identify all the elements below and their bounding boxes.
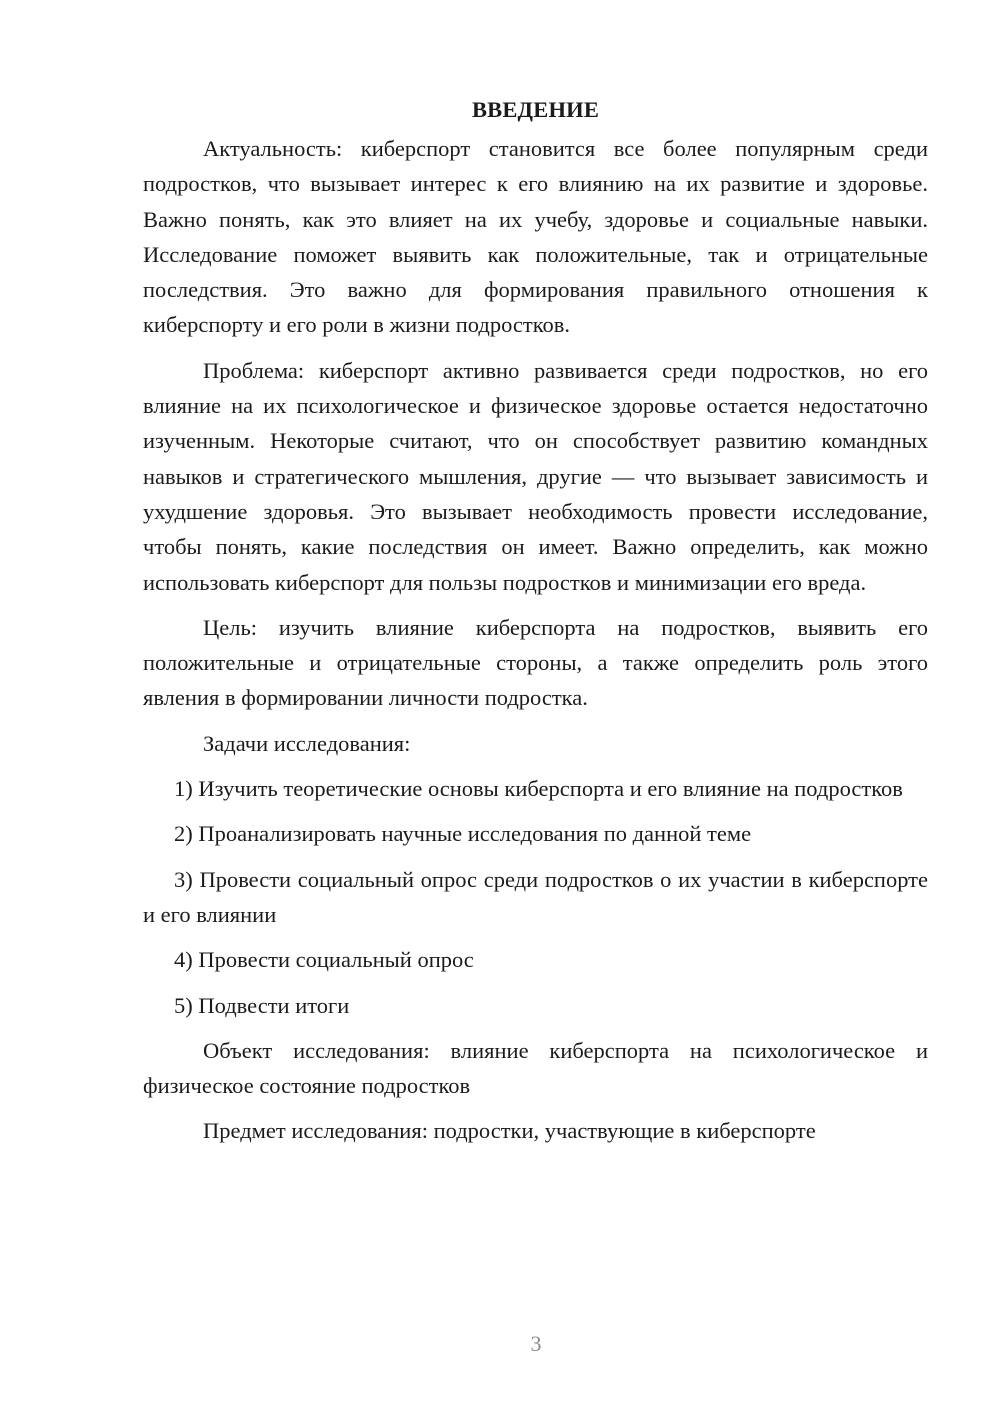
subject-paragraph: Предмет исследования: подростки, участвующие в киберспорте bbox=[203, 1118, 816, 1144]
document-page bbox=[143, 92, 928, 1159]
task-item: 2) Проанализировать научные исследования по данной теме bbox=[174, 821, 752, 847]
problem-paragraph: Проблема: киберспорт активно развивается среди подростков, но его влияние на их психологическое и физическое здоровье остается недостаточно изученным. Некоторые считают, что он способствует развитию командных навыков и стратегического мышления, другие — что вызывает зависимость и ухудшение здоровья. Это вызывает необходимость провести исследование, чтобы понять, какие последствия он имеет. Важно определить, как можно использовать киберспорт для пользы подростков и минимизации его вреда. bbox=[143, 357, 928, 595]
tasks-heading: Задачи исследования: bbox=[203, 730, 411, 756]
page-number: 3 bbox=[530, 1331, 542, 1356]
object-paragraph: Объект исследования: влияние киберспорта на психологическое и физическое состояние подростков bbox=[143, 1037, 928, 1099]
relevance-paragraph: Актуальность: киберспорт становится все более популярным среди подростков, что вызывает интерес к его влиянию на их развитие и здоровье. Важно понять, как это влияет на их учебу, здоровье и социальные навыки. Исследование поможет выявить как положительные, так и отрицательные последствия. Это важно для формирования правильного отношения к киберспорту и его роли в жизни подростков. bbox=[143, 136, 928, 338]
task-item: 3) Провести социальный опрос среди подростков о их участии в киберспорте и его влиянии bbox=[143, 866, 928, 927]
goal-paragraph: Цель: изучить влияние киберспорта на подростков, выявить его положительные и отрицательные стороны, а также определить роль этого явления в формировании личности подростка. bbox=[143, 614, 928, 711]
task-item: 4) Провести социальный опрос bbox=[174, 947, 474, 973]
task-item: 1) Изучить теоретические основы киберспорта и его влияние на подростков bbox=[174, 776, 903, 802]
section-heading: ВВЕДЕНИЕ bbox=[471, 97, 600, 122]
task-item: 5) Подвести итоги bbox=[174, 992, 350, 1018]
